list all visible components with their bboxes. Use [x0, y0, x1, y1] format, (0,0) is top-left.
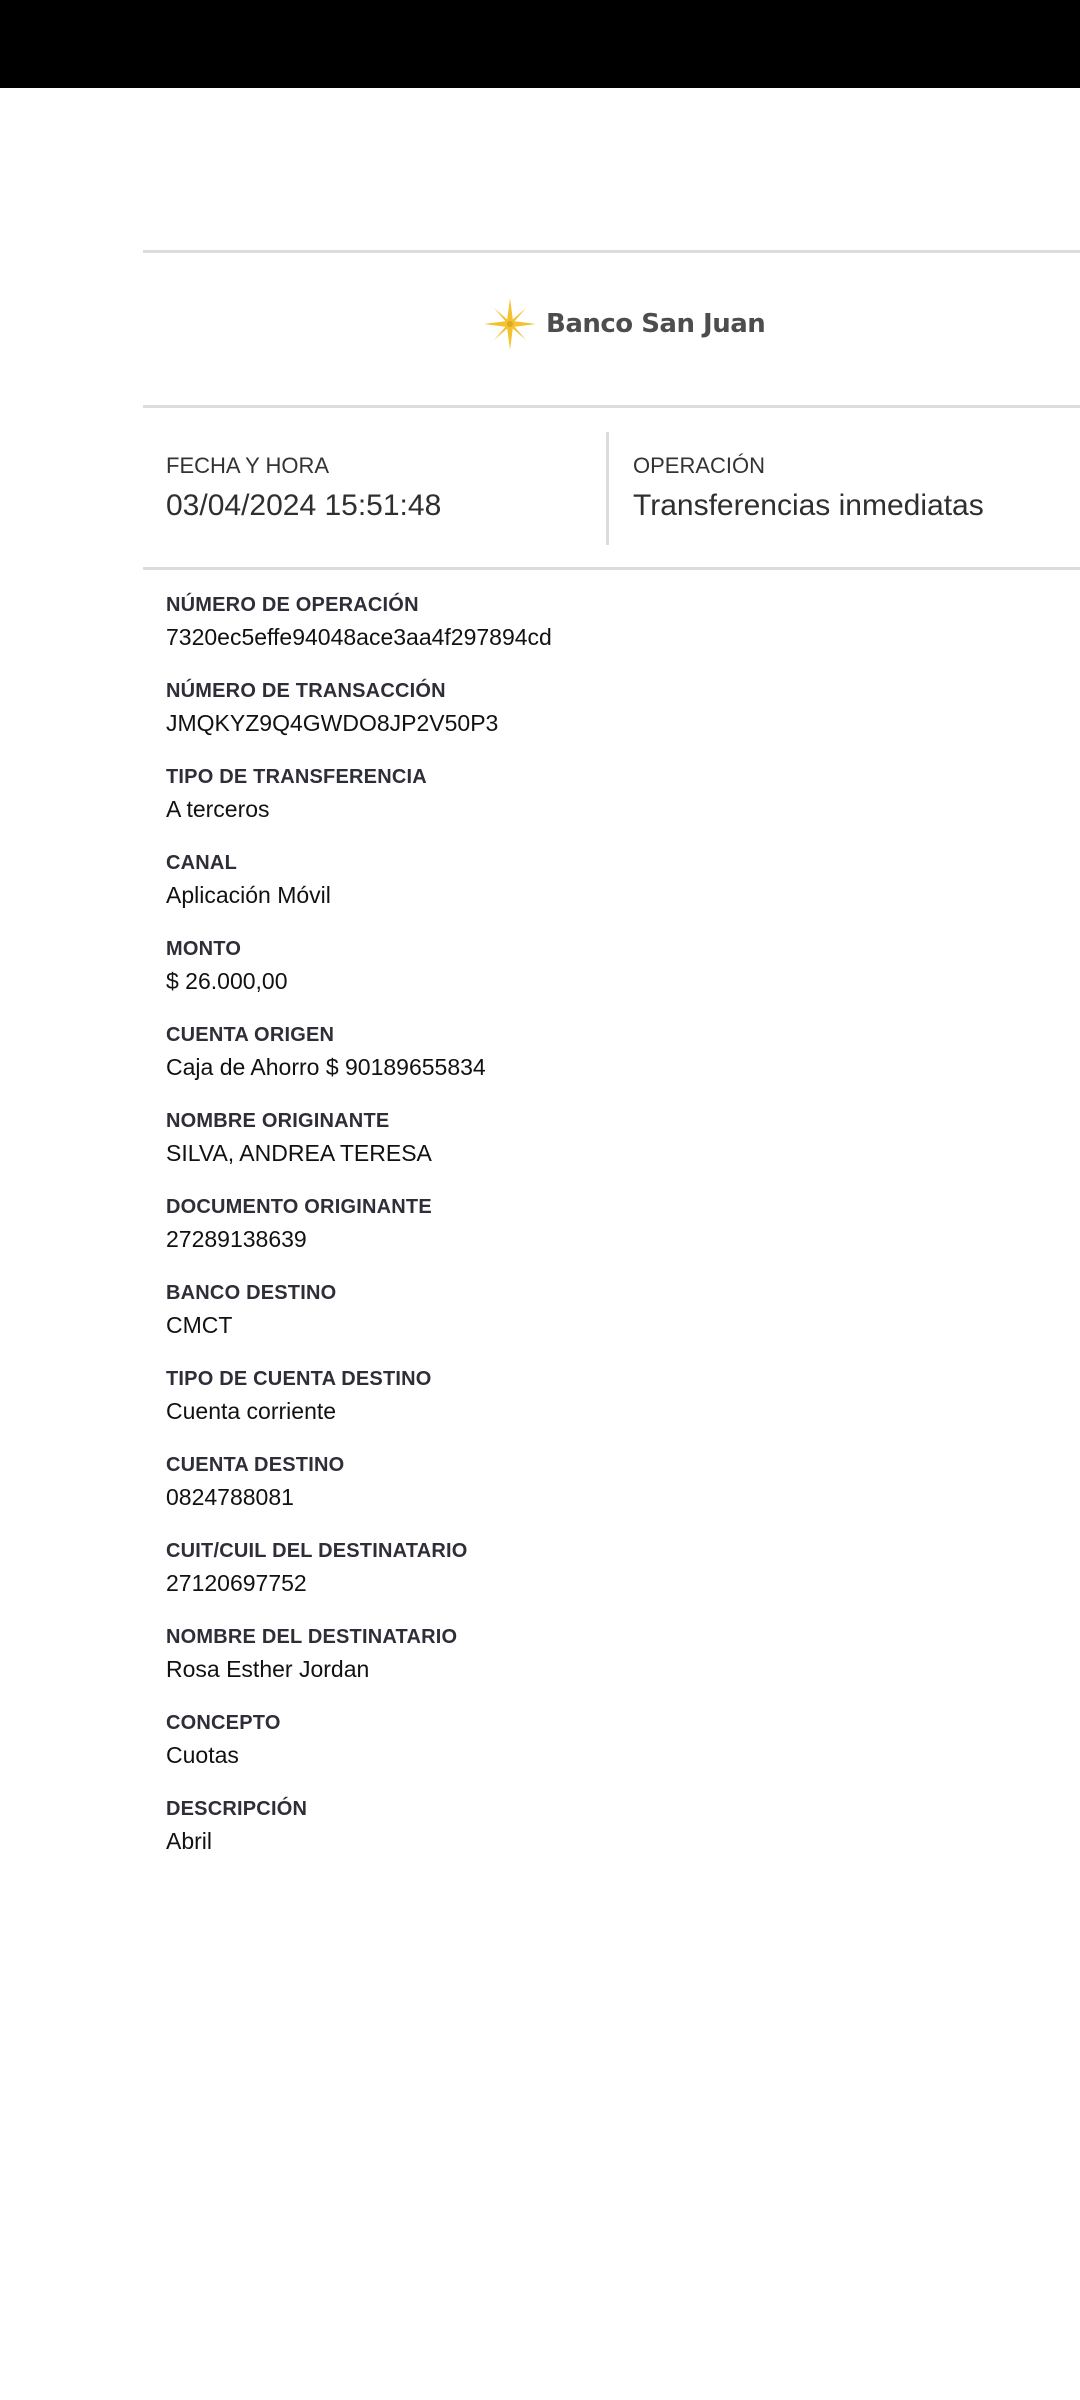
field-value: Caja de Ahorro $ 90189655834 [166, 1054, 486, 1080]
field-value: $ 26.000,00 [166, 968, 288, 994]
bank-name: Banco San Juan [546, 309, 766, 339]
field-value: SILVA, ANDREA TERESA [166, 1140, 432, 1166]
field-label: DESCRIPCIÓN [166, 1798, 308, 1820]
field-value: 27289138639 [166, 1226, 307, 1252]
field-label: CUENTA DESTINO [166, 1454, 345, 1476]
field-value: A terceros [166, 796, 270, 822]
field-label: NÚMERO DE OPERACIÓN [166, 594, 419, 616]
field-operation-number [166, 593, 1046, 679]
header-divider [143, 405, 1080, 408]
field-label: NÚMERO DE TRANSACCIÓN [166, 680, 446, 702]
field-value: 0824788081 [166, 1484, 294, 1510]
field-description [166, 1797, 1046, 1883]
header-vertical-divider [606, 432, 609, 545]
field-label: DOCUMENTO ORIGINANTE [166, 1196, 432, 1218]
field-label: TIPO DE CUENTA DESTINO [166, 1368, 432, 1390]
datetime-block [166, 453, 441, 524]
field-originator-document [166, 1195, 1046, 1281]
top-divider [143, 250, 1080, 253]
receipt-details [166, 593, 1046, 1883]
datetime-label: FECHA Y HORA [166, 453, 330, 478]
field-originator-name [166, 1109, 1046, 1195]
operation-label: OPERACIÓN [633, 453, 766, 478]
field-value: Cuotas [166, 1742, 239, 1768]
field-label: CUIT/CUIL DEL DESTINATARIO [166, 1540, 468, 1562]
field-value: Aplicación Móvil [166, 882, 331, 908]
field-recipient-cuit [166, 1539, 1046, 1625]
field-origin-account [166, 1023, 1046, 1109]
field-label: NOMBRE ORIGINANTE [166, 1110, 390, 1132]
field-value: JMQKYZ9Q4GWDO8JP2V50P3 [166, 710, 499, 736]
datetime-value: 03/04/2024 15:51:48 [166, 489, 442, 522]
field-destination-account-type [166, 1367, 1046, 1453]
field-amount [166, 937, 1046, 1023]
field-concept [166, 1711, 1046, 1797]
field-value: Cuenta corriente [166, 1398, 337, 1424]
field-label: MONTO [166, 938, 242, 960]
details-divider [143, 567, 1080, 570]
operation-value: Transferencias inmediatas [633, 489, 984, 522]
field-destination-account [166, 1453, 1046, 1539]
field-value: Abril [166, 1828, 213, 1854]
field-transfer-type [166, 765, 1046, 851]
field-label: CANAL [166, 852, 237, 874]
field-value: CMCT [166, 1312, 233, 1338]
operation-block [633, 453, 984, 524]
field-value: Rosa Esther Jordan [166, 1656, 370, 1682]
field-label: BANCO DESTINO [166, 1282, 337, 1304]
field-recipient-name [166, 1625, 1046, 1711]
field-label: TIPO DE TRANSFERENCIA [166, 766, 427, 788]
field-label: NOMBRE DEL DESTINATARIO [166, 1626, 458, 1648]
field-label: CONCEPTO [166, 1712, 281, 1734]
bank-logo [482, 296, 765, 352]
star-burst-icon [482, 296, 538, 352]
field-transaction-number [166, 679, 1046, 765]
field-channel [166, 851, 1046, 937]
field-destination-bank [166, 1281, 1046, 1367]
field-label: CUENTA ORIGEN [166, 1024, 335, 1046]
field-value: 27120697752 [166, 1570, 307, 1596]
field-value: 7320ec5effe94048ace3aa4f297894cd [166, 624, 552, 650]
status-bar [0, 0, 1080, 88]
